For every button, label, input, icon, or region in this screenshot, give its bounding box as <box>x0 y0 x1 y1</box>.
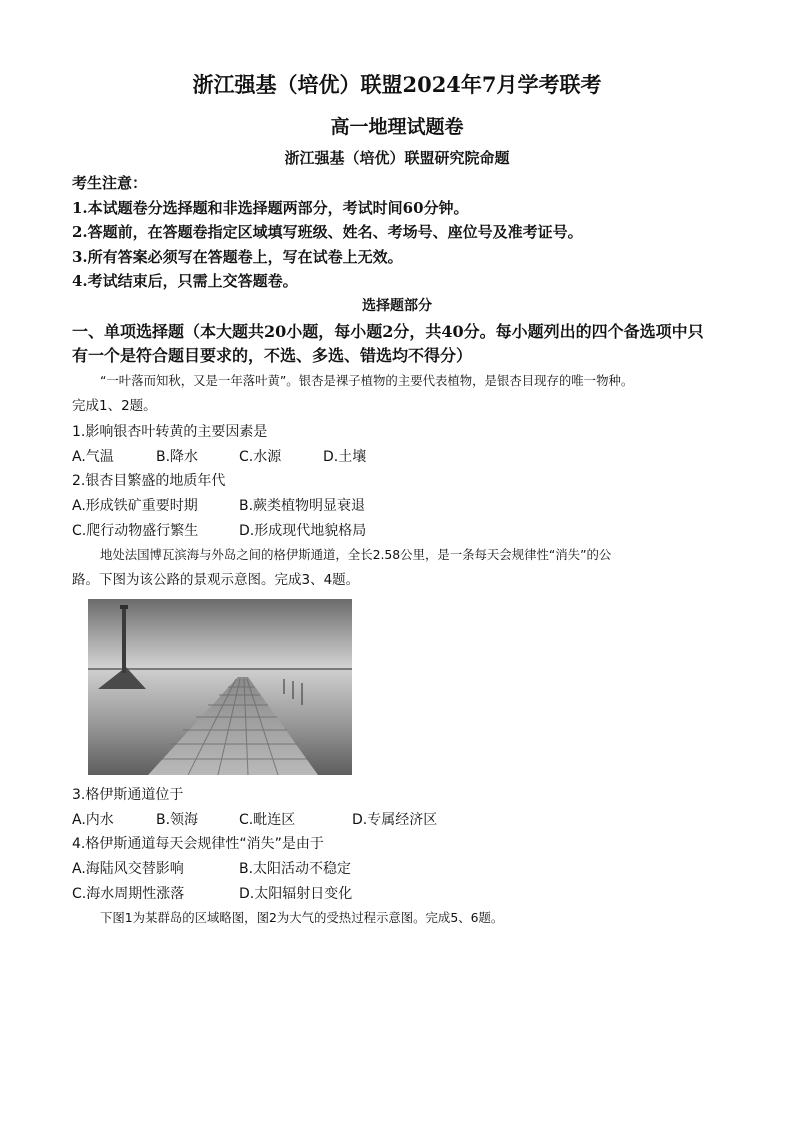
notice-item-2: 2.答题前，在答题卷指定区域填写班级、姓名、考场号、座位号及准考证号。 <box>72 223 583 241</box>
part-title: 选择题部分 <box>362 298 432 314</box>
q2-option-c: C.爬行动物盛行繁生 <box>72 523 199 539</box>
q2-option-b: B.蕨类植物明显衰退 <box>239 498 366 514</box>
exam-author: 浙江强基（培优）联盟研究院命题 <box>284 149 510 167</box>
passage1-line2: 完成1、2题。 <box>72 398 157 414</box>
causeway-photo <box>88 599 352 775</box>
exam-title: 浙江强基（培优）联盟2024年7月学考联考 <box>192 72 602 97</box>
passage3-line1: 下图1为某群岛的区域略图，图2为大气的受热过程示意图。完成5、6题。 <box>100 910 504 925</box>
q3-stem: 3.格伊斯通道位于 <box>72 787 184 803</box>
notice-item-4: 4.考试结束后，只需上交答题卷。 <box>72 272 298 290</box>
q4-option-a: A.海陆风交替影响 <box>72 861 184 877</box>
q1-option-a: A.气温 <box>72 449 114 465</box>
q1-stem: 1.影响银杏叶转黄的主要因素是 <box>72 424 268 440</box>
passage1-line1: “一叶落而知秋，又是一年落叶黄”。银杏是裸子植物的主要代表植物，是银杏目现存的唯一物种。 <box>100 373 634 388</box>
notice-item-3: 3.所有答案必须写在答题卷上，写在试卷上无效。 <box>72 248 403 266</box>
q3-option-d: D.专属经济区 <box>352 812 438 828</box>
section-heading-line1: 一、单项选择题（本大题共20小题，每小题2分，共40分。每小题列出的四个备选项中只 <box>72 322 704 341</box>
q2-stem: 2.银杏目繁盛的地质年代 <box>72 473 226 489</box>
section-heading-line2: 有一个是符合题目要求的，不选、多选、错选均不得分） <box>72 346 473 365</box>
q4-option-d: D.太阳辐射日变化 <box>239 886 353 902</box>
q3-option-b: B.领海 <box>156 812 199 828</box>
q1-option-b: B.降水 <box>156 449 199 465</box>
q1-option-c: C.水源 <box>239 449 282 465</box>
passage2-line2: 路。下图为该公路的景观示意图。完成3、4题。 <box>72 572 360 588</box>
q1-option-d: D.土壤 <box>323 449 367 465</box>
q4-option-c: C.海水周期性涨落 <box>72 886 185 902</box>
q2-option-d: D.形成现代地貌格局 <box>239 523 367 539</box>
q3-option-a: A.内水 <box>72 812 114 828</box>
q4-option-b: B.太阳活动不稳定 <box>239 861 352 877</box>
notice-heading: 考生注意： <box>72 174 148 192</box>
q3-option-c: C.毗连区 <box>239 812 296 828</box>
q4-stem: 4.格伊斯通道每天会规律性“消失”是由于 <box>72 836 324 852</box>
q2-option-a: A.形成铁矿重要时期 <box>72 498 198 514</box>
passage2-line1: 地处法国博瓦滨海与外岛之间的格伊斯通道，全长2.58公里，是一条每天会规律性“消失”的公 <box>100 547 612 562</box>
exam-subtitle: 高一地理试题卷 <box>330 116 464 138</box>
notice-item-1: 1.本试题卷分选择题和非选择题两部分，考试时间60分钟。 <box>72 199 469 217</box>
